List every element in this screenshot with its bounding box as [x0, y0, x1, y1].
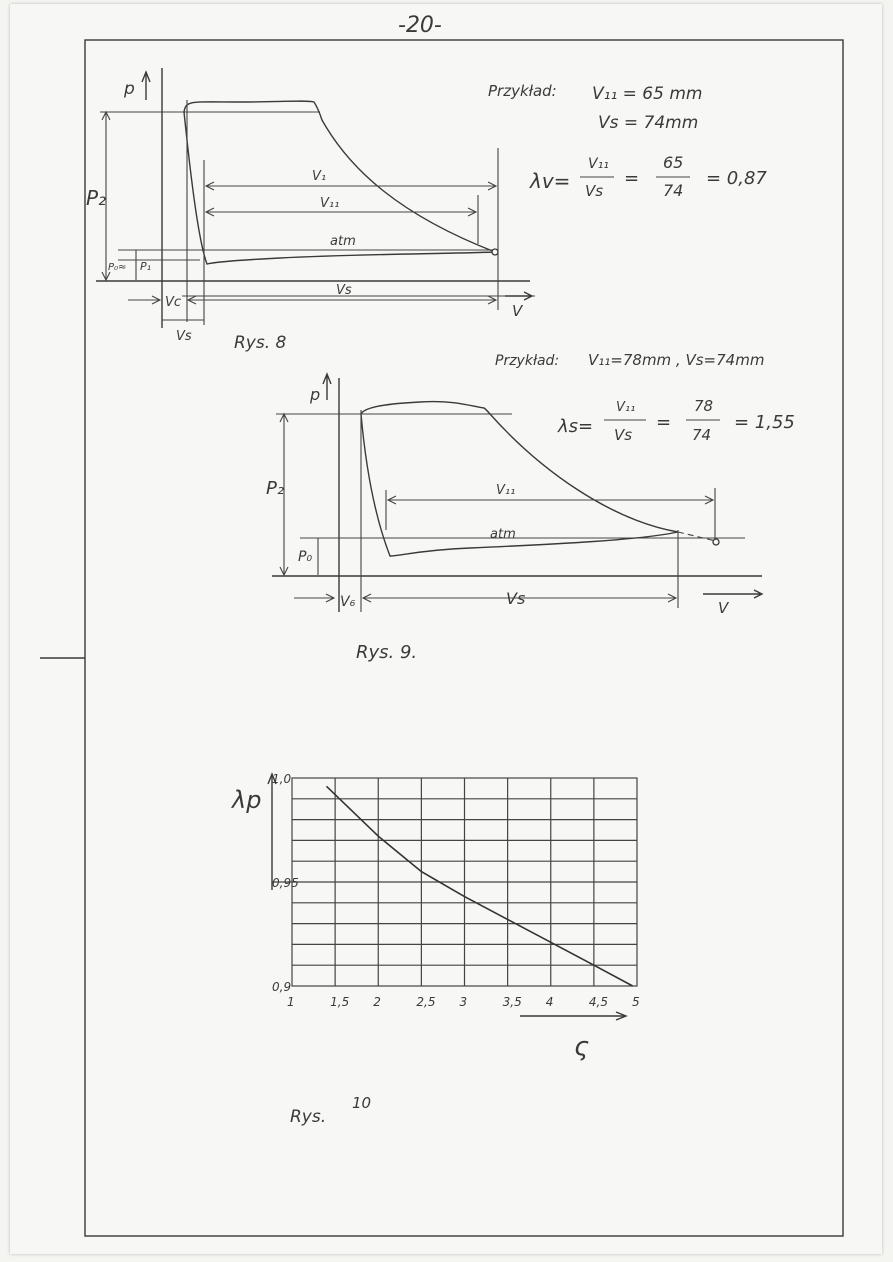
fig9-formula-den2: 74: [692, 426, 712, 444]
fig9-example-label: Przykład:: [495, 353, 560, 369]
fig9-formula-eq1: =: [656, 412, 672, 433]
fig8-label-vc: Vc: [165, 295, 182, 310]
fig10-ticks: [272, 772, 640, 1009]
fig10-x-tick-label: 2,5: [416, 995, 436, 1009]
fig8-formula-num2: 65: [663, 153, 684, 172]
fig8-caption: Rys. 8: [234, 333, 287, 353]
fig10-y-tick-label: 1,0: [272, 772, 292, 786]
fig10-x-tick-label: 2: [373, 995, 381, 1009]
fig9-label-p2: P₂: [266, 478, 285, 499]
fig8-diagram: [86, 68, 535, 353]
fig8-example-line2: Vs = 74mm: [598, 113, 699, 133]
fig9-label-v-axis: V: [718, 599, 729, 617]
fig8-formula-eq1: =: [624, 168, 640, 189]
fig10-series: [327, 786, 633, 986]
fig8-label-vs-bottom: Vs: [176, 329, 192, 344]
fig9-formula-num1: V₁₁: [616, 400, 636, 415]
fig8-label-p0: P₀≈: [108, 262, 127, 273]
fig9-formula-lhs: λs=: [558, 416, 594, 437]
fig9-example: [495, 351, 795, 444]
fig9-label-p0: P₀: [298, 549, 313, 565]
fig8-label-vs-main: Vs: [336, 283, 352, 298]
fig8-example: [488, 82, 767, 200]
fig9-vc-arrow-left: [294, 594, 334, 602]
fig10-caption: Rys.: [290, 1107, 327, 1127]
page-number: -20-: [398, 13, 442, 38]
fig8-example-line1: V₁₁ = 65 mm: [592, 84, 703, 104]
fig10-x-tick-label: 5: [632, 995, 640, 1009]
fig9-pv-loop: [361, 402, 678, 556]
fig10-chart: [230, 772, 640, 1127]
fig9-v-arrow: [703, 590, 762, 598]
fig8-v-arrow: [505, 292, 532, 300]
fig10-y-tick-label: 0,95: [272, 876, 299, 890]
fig8-end-point: [492, 249, 498, 255]
fig8-label-p: p: [124, 79, 135, 99]
fig9-diagram: [266, 374, 762, 663]
fig8-label-atm: atm: [330, 234, 356, 249]
fig8-label-v-axis: V: [512, 302, 523, 320]
fig9-formula-result: = 1,55: [734, 412, 795, 433]
fig8-example-label: Przykład:: [488, 82, 557, 100]
fig10-ylabel: λp: [232, 786, 262, 814]
fig8-formula-den1: Vs: [585, 182, 604, 200]
fig9-caption: Rys. 9.: [356, 642, 418, 663]
fig10-x-tick-label: 4,5: [588, 995, 608, 1009]
fig8-formula-lhs: λv=: [530, 169, 571, 193]
fig9-dashed-extension: [678, 532, 716, 541]
fig10-xlabel: ς: [574, 1032, 590, 1062]
fig10-y-tick-label: 0,9: [272, 980, 292, 994]
fig8-vc-arrow-left: [128, 296, 160, 304]
fig10-caption-number: 10: [352, 1094, 372, 1112]
fig10-x-tick-label: 1,5: [330, 995, 350, 1009]
fig8-label-v11: V₁₁: [320, 196, 340, 211]
fig9-label-p: p: [310, 385, 321, 404]
fig8-label-p1: P₁: [140, 260, 152, 273]
page-frame: [85, 40, 843, 1236]
fig9-formula-num2: 78: [694, 397, 714, 415]
fig8-label-p2: P₂: [86, 186, 107, 210]
fig10-x-tick-label: 4: [545, 995, 554, 1009]
fig9-p-arrow: [323, 374, 331, 400]
fig10-x-tick-label: 1: [287, 995, 295, 1009]
fig9-label-vs: Vs: [506, 589, 526, 608]
fig10-x-tick-label: 3: [459, 995, 468, 1009]
fig9-end-point: [713, 539, 719, 545]
fig8-formula-den2: 74: [663, 181, 684, 200]
fig8-label-v1: V₁: [312, 169, 327, 184]
fig9-label-atm: atm: [490, 527, 516, 542]
fig9-label-v11: V₁₁: [496, 483, 516, 498]
fig9-label-vc: V₆: [340, 594, 356, 610]
fig9-formula-den1: Vs: [614, 426, 633, 444]
fig9-example-text: V₁₁=78mm , Vs=74mm: [588, 351, 765, 369]
fig10-series-line: [327, 786, 633, 986]
fig10-grid: [272, 778, 637, 986]
fig8-formula-result: = 0,87: [706, 168, 767, 189]
fig10-x-tick-label: 3,5: [502, 995, 522, 1009]
fig8-formula-num1: V₁₁: [588, 156, 609, 172]
